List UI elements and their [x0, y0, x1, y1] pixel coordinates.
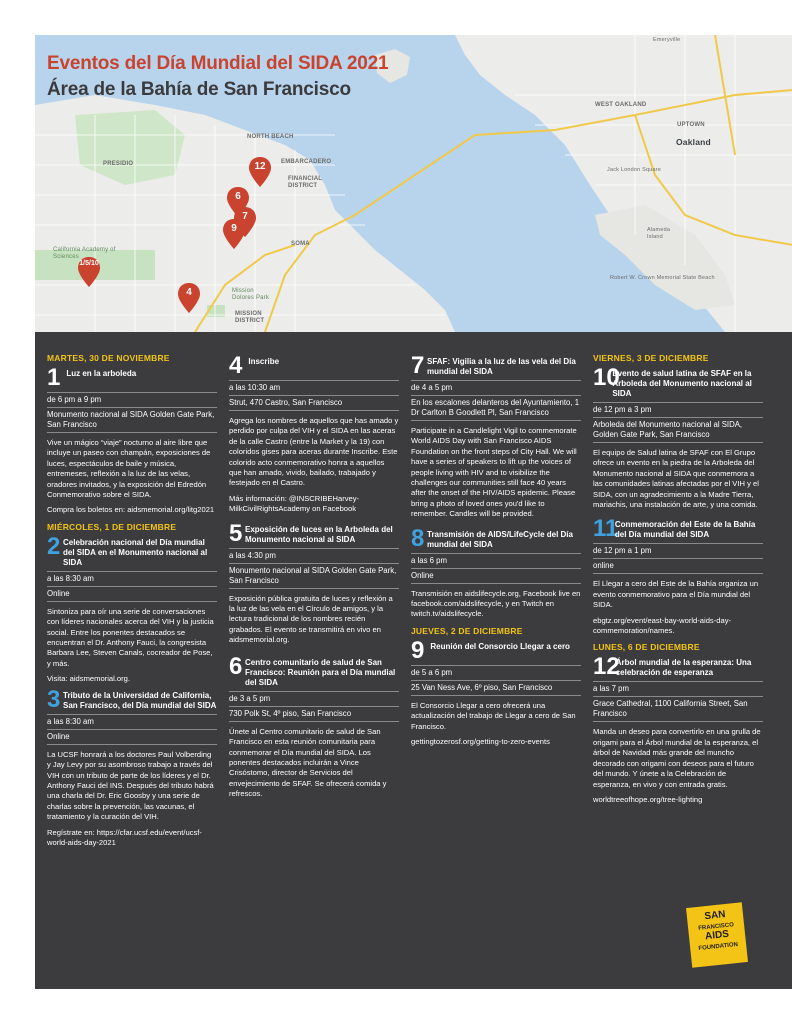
- event-description: El Llegar a cero del Este de la Bahía organiza un evento conmemorativo para el Día mundial del SIDA.: [593, 579, 759, 610]
- event-place: Grace Cathedral, 1100 California Street, San Francisco: [593, 697, 763, 722]
- event-title: Inscribe: [248, 357, 280, 366]
- map-label-presidio: PRESIDIO: [103, 161, 134, 167]
- event-number: 2: [47, 532, 61, 560]
- event-place: En los escalones delanteros del Ayuntamiento, 1 Dr Carlton B Goodlett Pl, San Francisco: [411, 396, 581, 421]
- event-description: Transmisión en aidslifecycle.org, Facebook live en facebook.com/aidslifecycle, y en Twitch en twitch.tv/aidslifecycle.: [411, 588, 581, 619]
- map-label-jack-london: Jack London Square: [607, 167, 662, 173]
- logo-line: SAN: [703, 909, 727, 923]
- event-time: de 6 pm a 9 pm: [47, 392, 217, 408]
- event-title: Conmemoración del Este de la Bahía del Día mundial del SIDA: [614, 520, 756, 540]
- map-label-mission: MISSION DISTRICT: [235, 311, 265, 324]
- event-title: Reunión del Consorcio Llegar a cero: [430, 641, 570, 651]
- map-pin-9[interactable]: [223, 219, 245, 249]
- event-title: Centro comunitario de salud de San Francisco: Reunión para el Día mundial del SIDA: [245, 657, 396, 687]
- event-title: Luz en la arboleda: [66, 369, 137, 378]
- event-description: El Consorcio Llegar a cero ofrecerá una actualización del trabajo de Llegar a cero de San Francisco.: [411, 700, 576, 731]
- event-title: SFAF: Vigilia a la luz de las vela del Día mundial del SIDA: [427, 357, 576, 376]
- event-10: [593, 364, 763, 510]
- logo-line: FOUNDATION: [698, 941, 739, 952]
- map: [35, 35, 792, 332]
- map-label-uptown: UPTOWN: [677, 122, 705, 128]
- flyer: [35, 35, 792, 989]
- event-description: El equipo de Salud latina de SFAF con El Grupo ofrece un evento en la piedra de la Arboleda del Monumento nacional al SIDA que conmemora a las comunidades latinas afectadas por el VIH y el SIDA, con un agradecimiento a la Madre Tierra, mariachis, una instalación de arte, y una comida.: [593, 448, 759, 510]
- map-label-north-beach: NORTH BEACH: [247, 134, 294, 140]
- event-place: Online: [47, 587, 217, 602]
- event-place: 730 Polk St, 4º piso, San Francisco: [229, 707, 399, 722]
- event-number: 11: [593, 515, 619, 543]
- event-link[interactable]: Regístrate en: https://cfar.ucsf.edu/event/ucsf-world-aids-day-2021: [47, 827, 202, 847]
- column-4: [593, 347, 763, 809]
- event-time: de 5 a 6 pm: [411, 665, 581, 681]
- map-pin-label: 9: [231, 223, 237, 234]
- column-2: [229, 347, 399, 804]
- event-7: [411, 352, 581, 520]
- event-link[interactable]: gettingtozerosf.org/getting-to-zero-events: [411, 737, 550, 747]
- event-place: 25 Van Ness Ave, 6º piso, San Francisco: [411, 681, 581, 696]
- event-number: 3: [47, 685, 61, 713]
- event-time: de 12 pm a 3 pm: [593, 402, 763, 418]
- event-place: Strut, 470 Castro, San Francisco: [229, 396, 399, 411]
- map-pin-1-5-10[interactable]: [78, 257, 100, 287]
- map-pin-label: 12: [254, 161, 266, 172]
- map-label-embarcadero: EMBARCADERO: [281, 159, 332, 165]
- map-label-oakland: Oakland: [676, 137, 711, 147]
- map-label-mission-dolores: Mission Dolores Park: [232, 288, 270, 301]
- event-time: a las 8:30 am: [47, 571, 217, 587]
- event-description: La UCSF honrará a los doctores Paul Volberding y Jay Levy por su asombroso trabajo a través del VIH con un tributo de parte de los líderes y el Dr. Anthony Fauci del INS. Después del tributo habrá una charla del Dr. Eric Goosby y una serie de charlas sobre la prevención, las vacunas, el tratamiento y la curación del VIH.: [47, 749, 214, 822]
- map-pin-12[interactable]: [249, 157, 271, 187]
- map-pin-4[interactable]: [178, 283, 200, 313]
- day-heading: VIERNES, 3 DE DICIEMBRE: [593, 353, 709, 363]
- event-number: 1: [47, 364, 61, 391]
- event-title: Transmisión de AIDS/LifeCycle del Día mundial del SIDA: [427, 529, 573, 549]
- event-place: Arboleda del Monumento nacional al SIDA, Golden Gate Park, San Francisco: [593, 418, 763, 443]
- event-link[interactable]: ebgtz.org/event/east-bay-world-aids-day-commemoration/names.: [593, 615, 732, 636]
- event-2: [47, 532, 217, 685]
- column-3: [411, 347, 581, 752]
- event-time: a las 4:30 pm: [229, 548, 399, 564]
- event-link[interactable]: Más información: @INSCRIBEHarvey-MilkCivilRightsAcademy on Facebook: [229, 493, 360, 514]
- event-description: Sintoniza para oír una serie de conversaciones con líderes nacionales acerca del VIH y la justicia social. Entre los ponentes destacados se encuentran el Dr. Anthony Fauci, la congresista Barbara Lee, Steven Canals, cocreador de Pose, y más.: [47, 606, 214, 668]
- event-description: Únete al Centro comunitario de salud de San Francisco en esta reunión comunitaria para conmemorar el Día mundial del SIDA. Los ponentes destacados incluirán a Vince Crisóstomo, director de Servicios del envejecimiento de SFAF. Se ofrecerá comida y refrescos.: [229, 726, 387, 799]
- event-number: 6: [229, 652, 243, 680]
- event-number: 9: [411, 636, 425, 664]
- event-title: Celebración nacional del Día mundial del SIDA en el Monumento nacional al SIDA: [63, 537, 208, 567]
- event-title: Evento de salud latina de SFAF en la Arboleda del Monumento nacional al SIDA: [612, 369, 752, 398]
- event-time: a las 6 pm: [411, 553, 581, 569]
- event-11: [593, 515, 763, 636]
- map-pin-label: 7: [242, 211, 248, 222]
- map-label-soma: SOMA: [291, 241, 310, 247]
- event-5: [229, 519, 399, 646]
- map-pin-label: 1/5/10: [79, 260, 99, 267]
- event-4: [229, 352, 399, 515]
- event-number: 8: [411, 524, 425, 552]
- event-9: [411, 636, 581, 748]
- event-time: de 3 a 5 pm: [229, 691, 399, 707]
- day-heading: LUNES, 6 DE DICIEMBRE: [593, 642, 700, 653]
- event-time: a las 8:30 am: [47, 714, 217, 730]
- map-label-academy: California Academy of Sciences: [53, 247, 116, 260]
- day-heading: JUEVES, 2 DE DICIEMBRE: [411, 625, 523, 636]
- event-description: Participate in a Candlelight Vigil to commemorate World AIDS Day with San Francisco AIDS Foundation on the front steps of City Hall. We will have a series of speakers to lift up the voices of people living with HIV and to visibilize the challenges our communities still face 40 years after the onset of the HIV/AIDS epidemic. Please bring a photo of loved ones you'd like to remember. Candles will be provided.: [411, 426, 577, 519]
- event-description: Exposición pública gratuita de luces y reflexión a la luz de las vela en el Círculo de amigos, y la lectura tradicional de los nombres recién grabados. El evento se transmitirá en vivo en aidsmemorial.org.: [229, 593, 393, 645]
- event-place: Online: [47, 730, 217, 745]
- event-time: de 12 pm a 1 pm: [593, 543, 763, 559]
- event-time: a las 10:30 am: [229, 380, 399, 396]
- event-6: [229, 652, 399, 800]
- event-link[interactable]: Visita: aidsmemorial.org.: [47, 674, 131, 684]
- event-place: Monumento nacional al SIDA Golden Gate Park, San Francisco: [47, 408, 217, 433]
- event-link[interactable]: Compra los boletos en: aidsmemorial.org/litg2021: [47, 505, 215, 515]
- sfaf-logo: [686, 902, 748, 968]
- map-label-alameda: Alameda Island: [647, 227, 671, 240]
- event-place: online: [593, 559, 763, 574]
- page-subtitle: Área de la Bahía de San Francisco: [47, 79, 351, 100]
- map-label-emeryville: Emeryville: [653, 37, 681, 43]
- event-number: 4: [229, 352, 243, 379]
- event-1: [47, 364, 217, 516]
- event-link[interactable]: worldtreeofhope.org/tree-lighting: [593, 794, 703, 804]
- event-description: Agrega los nombres de aquellos que has amado y perdido por culpa del VIH y el SIDA en las aceras de la calle Castro (entre la Market y la 19) con coloridos gises para aceras durante Inscribe. Este colorido acto conmemorativo honra a aquellos que han amado, vivido, bailado, trabajado y festejado en el Castro.: [229, 416, 399, 488]
- event-number: 5: [229, 519, 243, 547]
- map-label-financial: FINANCIAL DISTRICT: [288, 176, 323, 189]
- map-pin-label: 4: [186, 287, 192, 298]
- event-title: Árbol mundial de la esperanza: Una celebración de esperanza: [615, 658, 752, 678]
- event-title: Exposición de luces en la Arboleda del Monumento nacional al SIDA: [245, 524, 393, 544]
- column-1: [47, 347, 217, 852]
- event-place: Monumento nacional al SIDA Golden Gate Park, San Francisco: [229, 564, 399, 589]
- event-12: [593, 653, 763, 805]
- event-description: Vive un mágico “viaje” nocturno al aire libre que incluye un paseo con champán, exposiciones de luces, espectáculos de baile y música, entremeses, reflexión a la luz de las velas, oradores invitados, y la exposición del Edredón Conmemorativo sobre el SIDA.: [47, 438, 211, 500]
- event-title: Tributo de la Universidad de California, San Francisco, del Día mundial del SIDA: [63, 690, 217, 710]
- map-label-crown: Robert W. Crown Memorial State Beach: [610, 275, 715, 281]
- map-label-west-oakland: WEST OAKLAND: [595, 102, 647, 108]
- day-heading: MIÉRCOLES, 1 DE DICIEMBRE: [47, 521, 177, 532]
- logo-line: FRANCISCO: [698, 922, 735, 932]
- logo-line: AIDS: [704, 928, 730, 943]
- event-time: a las 7 pm: [593, 681, 763, 697]
- page-title: Eventos del Día Mundial del SIDA 2021: [47, 53, 389, 74]
- event-number: 12: [593, 653, 620, 681]
- event-place: Online: [411, 569, 581, 584]
- event-number: 7: [411, 352, 425, 379]
- event-time: de 4 a 5 pm: [411, 380, 581, 396]
- event-8: [411, 524, 581, 620]
- event-number: 10: [593, 364, 620, 391]
- event-3: [47, 685, 217, 849]
- day-heading: MARTES, 30 DE NOVIEMBRE: [47, 353, 170, 363]
- map-pin-label: 6: [235, 191, 241, 202]
- event-description: Manda un deseo para convertirlo en una grulla de origami para el Árbol mundial de la esperanza, el árbol de Navidad más grande del muncho decorado con origami con deseos para el futuro del mundo. Y únete a la Celebración de esperanza, en vivo y con entrada gratis.: [593, 727, 761, 789]
